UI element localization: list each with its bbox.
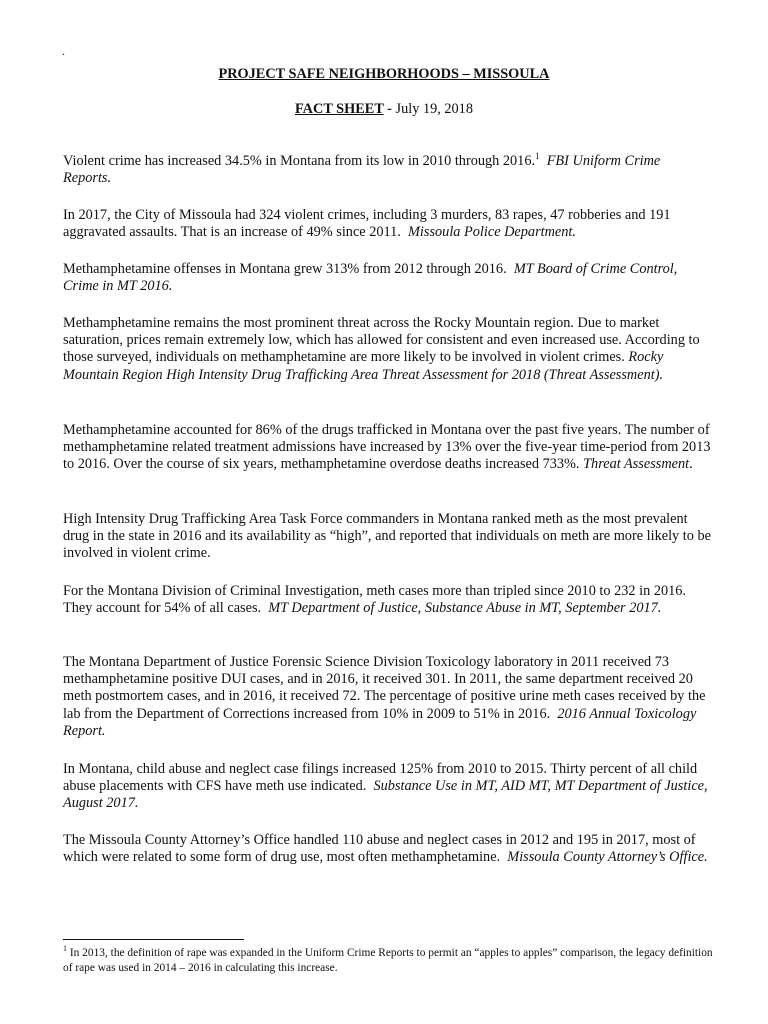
paragraph-source: FBI Uniform Crime Reports. [63, 153, 661, 187]
footnote-ref: 1 [535, 151, 540, 162]
paragraph-child-abuse [63, 761, 711, 813]
fact-sheet-label: FACT SHEET [295, 101, 384, 117]
document-subtitle [0, 101, 768, 118]
paragraph-source: Substance Use in MT, AID MT, MT Department of Justice, August 2017. [63, 778, 708, 812]
footnote [63, 946, 713, 976]
paragraph-period: . [689, 456, 693, 473]
paragraph-text: For the Montana Division of Criminal Investigation, meth cases more than tripled since 2010 to 232 in 2016. They account for 54% of all cases. [63, 583, 687, 617]
paragraph-dci-meth-cases [63, 583, 711, 617]
paragraph-source: MT Board of Crime Control, Crime in MT 2016. [63, 261, 678, 295]
subtitle-dash: - [383, 101, 396, 117]
paragraph-text: High Intensity Drug Trafficking Area Task Force commanders in Montana ranked meth as the most prevalent drug in the state in 2016 and its availability as “high”, and reported that individuals on meth are more likely to be involved in violent crime. [63, 511, 711, 562]
document-title: PROJECT SAFE NEIGHBORHOODS – MISSOULA [218, 66, 550, 82]
footnote-text: In 2013, the definition of rape was expanded in the Uniform Crime Reports to permit an “apples to apples” comparison, the legacy definition of rape was used in 2014 – 2016 in calculating this increase. [63, 947, 713, 974]
paragraph-text: In 2017, the City of Missoula had 324 violent crimes, including 3 murders, 83 rapes, 47 robberies and 191 aggravated assaults. That is an increase of 49% since 2011. [63, 207, 671, 241]
stray-mark: . [62, 44, 65, 58]
paragraph-meth-trafficked [63, 422, 711, 474]
paragraph-source: 2016 Annual Toxicology Report. [63, 705, 697, 739]
paragraph-text: The Missoula County Attorney’s Office handled 110 abuse and neglect cases in 2012 and 195 in 2017, most of which were related to some form of drug use, most often methamphetamine. [63, 832, 696, 866]
paragraph-source: Rocky Mountain Region High Intensity Drug Trafficking Area Threat Assessment for 2018 (Threat Assessment). [63, 349, 664, 383]
fact-sheet-date: July 19, 2018 [395, 101, 473, 117]
paragraph-text: The Montana Department of Justice Forensic Science Division Toxicology laboratory in 2011 received 73 methamphetamine positive DUI cases, and in 2016, it received 301. In 2011, the same department received 20 meth postmortem cases, and in 2016, it received 72. The percentage of positive urine meth cases received by the lab from the Department of Corrections increased from 10% in 2009 to 51% in 2016. [63, 654, 706, 722]
paragraph-text: Methamphetamine accounted for 86% of the drugs trafficked in Montana over the past five years. The number of methamphetamine related treatment admissions have increased by 13% over the five-year time-period from 2013 to 2016. Over the course of six years, methamphetamine overdose deaths increased 733%. [63, 422, 711, 473]
paragraph-toxicology-lab [63, 654, 711, 740]
paragraph-task-force [63, 511, 711, 563]
paragraph-source: Missoula Police Department. [408, 224, 576, 241]
paragraph-meth-offenses [63, 261, 711, 295]
paragraph-missoula-violent-crimes [63, 207, 711, 241]
paragraph-text: Methamphetamine offenses in Montana grew 313% from 2012 through 2016. [63, 261, 507, 277]
paragraph-text: In Montana, child abuse and neglect case filings increased 125% from 2010 to 2015. Thirty percent of all child abuse placements with CFS have meth use indicated. [63, 761, 698, 795]
paragraph-source: MT Department of Justice, Substance Abuse in MT, September 2017. [268, 600, 662, 617]
paragraph-county-attorney [63, 832, 711, 866]
paragraph-violent-crime [63, 153, 711, 187]
footnote-number: 1 [63, 944, 67, 954]
paragraph-rocky-mountain-threat [63, 315, 711, 384]
paragraph-text: Violent crime has increased 34.5% in Montana from its low in 2010 through 2016. [63, 153, 536, 169]
footnote-divider [63, 939, 244, 940]
paragraph-text: Methamphetamine remains the most prominent threat across the Rocky Mountain region. Due to market saturation, prices remain extremely low, which has allowed for consistent and even increased use. According to those surveyed, individuals on methamphetamine are more likely to be involved in violent crimes. [63, 315, 700, 366]
paragraph-source: Missoula County Attorney’s Office. [507, 849, 708, 866]
paragraph-source: Threat Assessment [583, 456, 690, 473]
